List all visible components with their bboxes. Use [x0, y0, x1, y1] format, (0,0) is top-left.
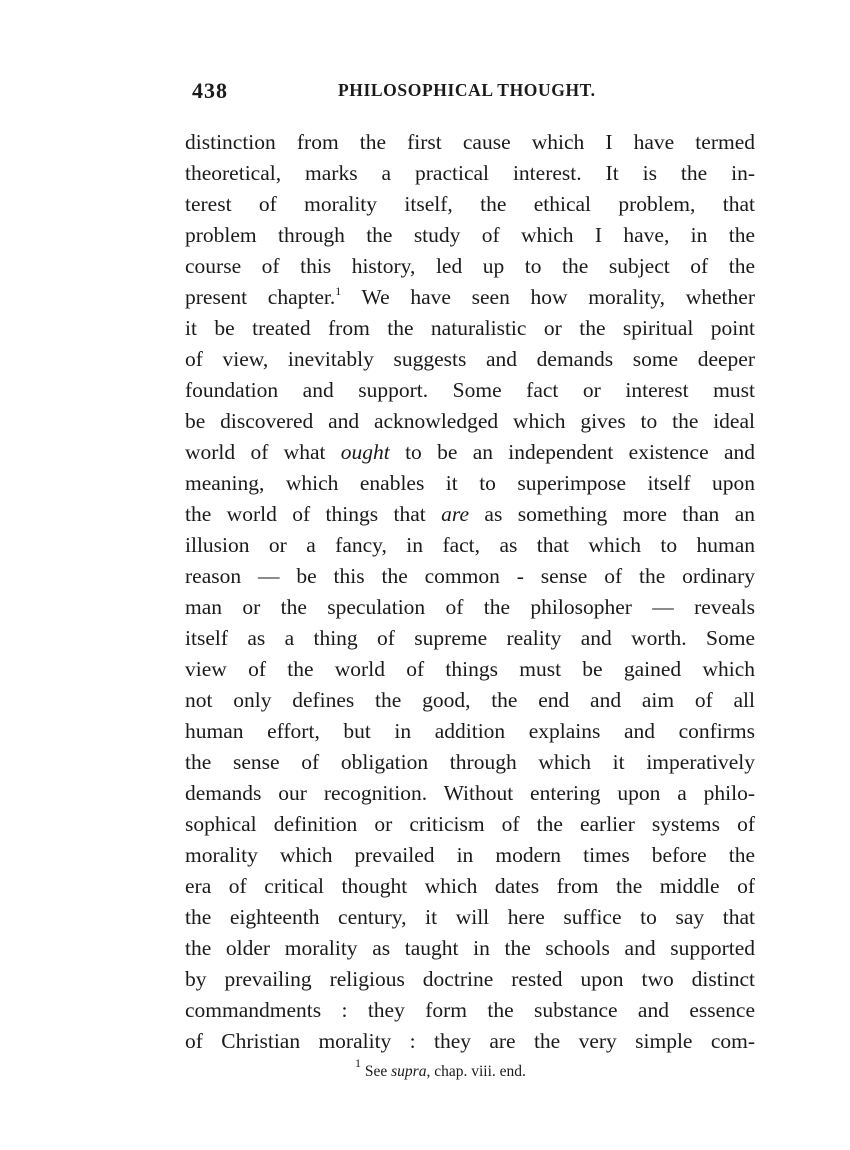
text-line: foundation and support. Some fact or interest must [185, 378, 755, 402]
text-line [185, 437, 755, 468]
text-line: course of this history, led up to the subject of the [185, 254, 755, 278]
footnote [355, 1056, 526, 1081]
text-line: it be treated from the naturalistic or the spiritual point [185, 316, 755, 340]
text-line: illusion or a fancy, in fact, as that which to human [185, 533, 755, 557]
text-line: reason — be this the common - sense of the ordinary [185, 564, 755, 588]
text-line: view of the world of things must be gained which [185, 657, 755, 681]
text-line: sophical definition or criticism of the earlier systems of [185, 812, 755, 836]
text-line: commandments : they form the substance and essence [185, 998, 755, 1022]
running-head: PHILOSOPHICAL THOUGHT. [338, 80, 596, 100]
text-line: the older morality as taught in the schools and supported [185, 936, 755, 960]
text-segment: world of what [185, 440, 341, 464]
text-line: by prevailing religious doctrine rested upon two distinct [185, 967, 755, 991]
text-line: be discovered and acknowledged which gives to the ideal [185, 409, 755, 433]
footnote-text: , chap. viii. end. [426, 1063, 526, 1080]
text-line: distinction from the first cause which I have termed [185, 130, 755, 154]
text-line: of Christian morality : they are the very simple com- [185, 1029, 755, 1053]
text-line: demands our recognition. Without entering upon a philo- [185, 781, 755, 805]
text-line: the eighteenth century, it will here suffice to say that [185, 905, 755, 929]
page-header [192, 78, 752, 106]
text-line: problem through the study of which I have, in the [185, 223, 755, 247]
italic-word: are [441, 502, 470, 526]
body-text [185, 127, 755, 1057]
text-segment: the world of things that [185, 502, 442, 526]
text-line: era of critical thought which dates from the middle of [185, 874, 755, 898]
text-segment: We have seen how morality, whether [341, 285, 755, 309]
text-line: meaning, which enables it to superimpose itself upon [185, 471, 755, 495]
text-line [185, 499, 755, 530]
text-segment: to be an independent existence and [389, 440, 755, 464]
text-line: itself as a thing of supreme reality and worth. Some [185, 626, 755, 650]
text-line: the sense of obligation through which it imperatively [185, 750, 755, 774]
footnote-italic: supra [391, 1063, 427, 1080]
footnote-reference: 1 [335, 284, 342, 298]
text-line: theoretical, marks a practical interest. It is the in- [185, 161, 755, 185]
text-segment: present chapter. [185, 285, 336, 309]
footnote-marker: 1 [355, 1056, 361, 1070]
text-line: terest of morality itself, the ethical problem, that [185, 192, 755, 216]
text-line: human effort, but in addition explains and confirms [185, 719, 755, 743]
text-line: man or the speculation of the philosopher — reveals [185, 595, 755, 619]
text-line: not only defines the good, the end and aim of all [185, 688, 755, 712]
page-number: 438 [192, 78, 228, 103]
text-line [185, 282, 755, 313]
text-line: morality which prevailed in modern times before the [185, 843, 755, 867]
text-line: of view, inevitably suggests and demands some deeper [185, 347, 755, 371]
italic-word: ought [340, 440, 390, 464]
footnote-text: See [361, 1063, 392, 1080]
text-segment: as something more than an [469, 502, 755, 526]
